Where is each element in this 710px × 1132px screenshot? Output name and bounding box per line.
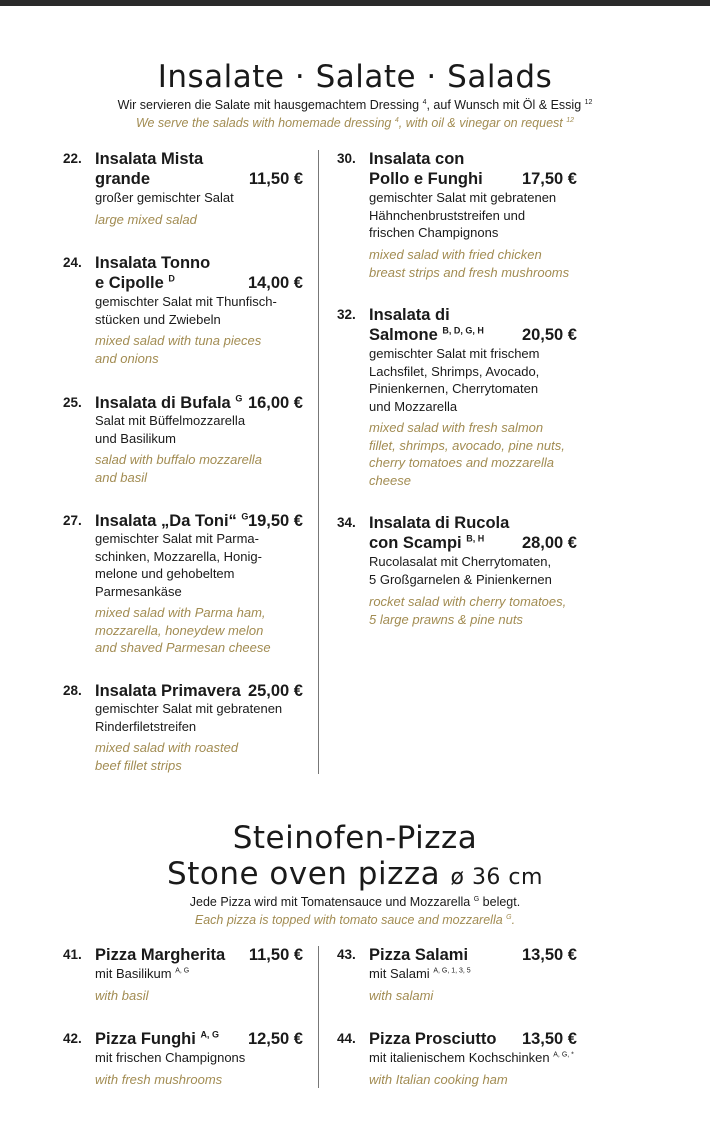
item-description-en: with basil: [95, 988, 149, 1003]
item-number: 25.: [63, 395, 82, 410]
salads-subtitle-en: We serve the salads with homemade dressing $^4$, with oil & vinegar on request $^{12}$: [135, 116, 575, 130]
item-description-en: with Italian cooking ham: [369, 1072, 508, 1087]
item-number: 42.: [63, 1031, 82, 1046]
item-price: 14,00 €: [247, 274, 303, 292]
menu-item-41: [63, 945, 303, 1007]
item-name: Insalata Mista grande: [95, 150, 204, 188]
item-name: Insalata di Rucola con Scampi $^{B, H}$: [369, 514, 510, 552]
allergen-marks: B, D, G, H: [442, 325, 484, 336]
menu-item-43: [337, 945, 577, 1007]
allergen-marks: G: [241, 511, 249, 522]
salads-title: Insalate · Salate · Salads: [157, 59, 553, 95]
pizza-subtitle-de: Jede Pizza wird mit Tomatensauce und Mozzarella $^G$ belegt.: [189, 895, 521, 909]
menu-item-30: [337, 149, 577, 283]
item-description-en: mixed salad with fresh salmon fillet, shrimps, avocado, pine nuts, cherry tomatoes and mozzarella cheese: [369, 420, 565, 488]
item-description-de: gemischter Salat mit frischem Lachsfilet, Shrimps, Avocado, Pinienkernen, Cherrytomaten und Mozzarella: [369, 346, 540, 414]
item-number: 24.: [63, 255, 82, 270]
salads-column-divider: [318, 150, 319, 774]
item-name: Pizza Funghi $^{A, G}$: [95, 1029, 219, 1048]
item-name: Insalata di Salmone $^{B, D, G, H}$: [369, 306, 484, 344]
item-name: Insalata „Da Toni“ $^G$: [95, 511, 249, 530]
item-price: 13,50 €: [521, 1030, 577, 1048]
allergen-marks: G: [235, 393, 243, 404]
allergen-marks: B, H: [466, 533, 485, 544]
menu-item-32: [337, 305, 577, 491]
item-description-en: with fresh mushrooms: [95, 1072, 223, 1087]
item-description-de: gemischter Salat mit gebratenen Hähnchenbruststreifen und frischen Champignons: [369, 190, 557, 240]
pizza-size: ø 36 cm: [450, 865, 543, 890]
pizza-column-divider: [318, 946, 319, 1088]
item-price: 11,50 €: [248, 946, 303, 964]
top-bar: [0, 0, 710, 6]
item-number: 28.: [63, 683, 82, 698]
item-description-en: salad with buffalo mozzarella and basil: [95, 452, 262, 485]
item-price: 25,00 €: [247, 682, 303, 700]
menu-item-27: [63, 511, 303, 661]
menu-item-34: [337, 513, 577, 629]
item-number: 43.: [337, 947, 356, 962]
pizza-title-en: Stone oven pizza ø 36 cm: [167, 856, 543, 892]
item-price: 19,50 €: [247, 512, 303, 530]
menu-item-22: [63, 149, 303, 229]
item-price: 20,50 €: [521, 326, 577, 344]
item-name: Pizza Margherita: [95, 946, 226, 964]
item-price: 17,50 €: [521, 170, 577, 188]
item-price: 16,00 €: [247, 394, 303, 412]
menu-item-24: [63, 253, 303, 369]
item-name: Insalata di Bufala $^G$: [95, 393, 243, 412]
item-description-en: mixed salad with Parma ham, mozzarella, honeydew melon and shaved Parmesan cheese: [95, 605, 271, 655]
allergen-marks: A, G: [200, 1029, 219, 1040]
menu-item-42: [63, 1029, 303, 1091]
item-description-en: with salami: [369, 988, 434, 1003]
item-number: 41.: [63, 947, 82, 962]
pizza-title: Steinofen-Pizza: [232, 820, 478, 856]
item-description-en: large mixed salad: [95, 212, 197, 227]
pizza-subtitle-en: Each pizza is topped with tomato sauce and mozzarella $^G$.: [194, 913, 516, 927]
item-name: Pizza Salami: [369, 946, 469, 964]
item-description-de: mit Basilikum $^{A, G}$: [95, 966, 190, 981]
menu-item-28: [63, 681, 303, 777]
item-description-de: mit Salami $^{A, G, 1, 3, 5}$: [369, 966, 471, 981]
item-price: 13,50 €: [521, 946, 577, 964]
item-number: 27.: [63, 513, 82, 528]
item-description-de: mit frischen Champignons: [95, 1050, 246, 1065]
allergen-marks: D: [168, 273, 175, 284]
item-price: 11,50 €: [248, 170, 303, 188]
item-name: Insalata con Pollo e Funghi: [369, 150, 483, 188]
item-name: Pizza Prosciutto: [369, 1030, 497, 1048]
item-number: 30.: [337, 151, 356, 166]
item-number: 32.: [337, 307, 356, 322]
item-price: 12,50 €: [247, 1030, 303, 1048]
menu-item-25: [63, 393, 303, 489]
item-number: 44.: [337, 1031, 356, 1046]
item-description-de: gemischter Salat mit Thunfisch- stücken und Zwiebeln: [95, 294, 277, 327]
item-description-de: Salat mit Büffelmozzarella und Basilikum: [95, 413, 246, 446]
item-number: 22.: [63, 151, 82, 166]
item-description-en: rocket salad with cherry tomatoes, 5 large prawns & pine nuts: [369, 594, 567, 627]
item-description-de: Rucolasalat mit Cherrytomaten, 5 Großgarnelen & Pinienkernen: [369, 554, 552, 587]
item-name: Insalata Primavera: [95, 682, 241, 700]
item-description-de: großer gemischter Salat: [95, 190, 234, 205]
item-price: 28,00 €: [521, 534, 577, 552]
salads-subtitle-de: Wir servieren die Salate mit hausgemachtem Dressing $^4$, auf Wunsch mit Öl & Essig $^{12}$: [117, 98, 593, 112]
item-description-en: mixed salad with fried chicken breast strips and fresh mushrooms: [369, 247, 570, 280]
item-description-de: mit italienischem Kochschinken $^{A, G, *}$: [369, 1050, 574, 1065]
item-description-de: gemischter Salat mit gebratenen Rinderfiletstreifen: [95, 701, 283, 734]
item-number: 34.: [337, 515, 356, 530]
item-description-en: mixed salad with tuna pieces and onions: [95, 333, 262, 366]
item-description-de: gemischter Salat mit Parma- schinken, Mozzarella, Honig- melone und gehobeltem Parmesankäse: [95, 531, 262, 599]
item-description-en: mixed salad with roasted beef fillet strips: [95, 740, 239, 773]
item-name: Insalata Tonno e Cipolle $^D$: [95, 254, 211, 292]
menu-item-44: [337, 1029, 577, 1091]
